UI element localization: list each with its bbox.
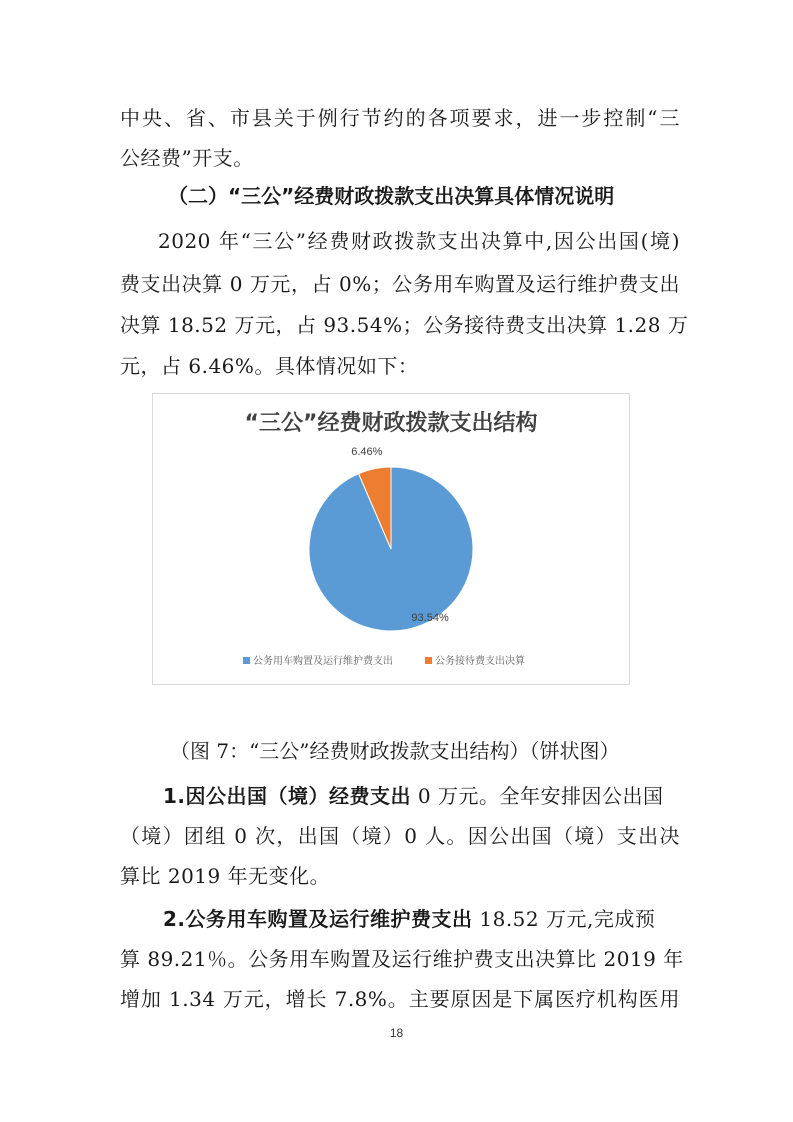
pie-chart <box>152 393 630 685</box>
legend-label-reception: 公务接待费支出决算 <box>435 656 525 667</box>
item-1-line-3: 算比 2019 年无变化。 <box>120 864 331 888</box>
paragraph-2-line-2: 费支出决算 0 万元，占 0%；公务用车购置及运行维护费支出 <box>120 272 680 296</box>
legend-swatch-reception <box>425 657 432 664</box>
item-2-title: 2.公务用车购置及运行维护费支出 <box>163 907 473 931</box>
paragraph-2-line-3: 决算 18.52 万元，占 93.54%；公务接待费支出决算 1.28 万 <box>120 313 689 337</box>
data-label-vehicle: 93.54% <box>411 612 449 625</box>
figure-caption: （图 7：“三公”经费财政拨款支出结构）（饼状图） <box>170 739 620 763</box>
item-1-line-1 <box>163 782 680 810</box>
chart-title: “三公”经费财政拨款支出结构 <box>244 411 538 436</box>
legend-swatch-vehicle <box>243 657 250 664</box>
item-2-line-3: 增加 1.34 万元，增长 7.8%。主要原因是下属医疗机构医用 <box>120 987 680 1011</box>
paragraph-2-line-4: 元，占 6.46%。具体情况如下： <box>120 354 419 378</box>
section-heading: （二）“三公”经费财政拨款支出决算具体情况说明 <box>168 184 615 208</box>
item-2-line-2: 算 89.21％。公务用车购置及运行维护费支出决算比 2019 年 <box>120 947 684 971</box>
pie-chart-svg <box>153 394 629 684</box>
paragraph-2-line-1: 2020 年“三公”经费财政拨款支出决算中,因公出国(境) <box>158 229 680 253</box>
data-label-reception: 6.46% <box>351 446 383 459</box>
item-2-text: 18.52 万元,完成预 <box>472 907 656 931</box>
legend-label-vehicle: 公务用车购置及运行维护费支出 <box>253 656 393 667</box>
item-1-line-2: （境）团组 0 次，出国（境）0 人。因公出国（境）支出决 <box>120 824 680 848</box>
item-1-text: 0 万元。全年安排因公出国 <box>411 784 664 808</box>
page-number: 18 <box>389 1026 404 1040</box>
paragraph-1-line-1: 中央、省、市县关于例行节约的各项要求，进一步控制“三 <box>120 106 680 130</box>
item-1-title: 1.因公出国（境）经费支出 <box>163 784 412 808</box>
paragraph-1-line-2: 公经费”开支。 <box>120 146 254 170</box>
item-2-line-1 <box>163 905 680 933</box>
